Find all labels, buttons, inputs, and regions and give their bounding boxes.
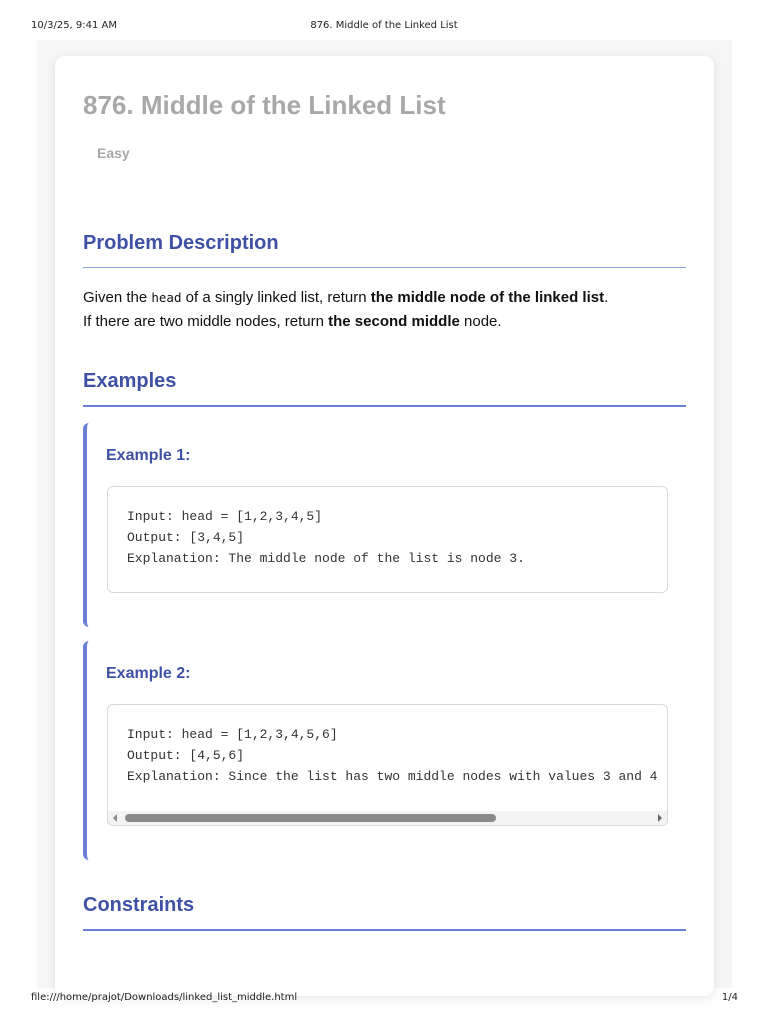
section-title-examples: Examples (83, 370, 686, 407)
scroll-thumb[interactable] (125, 814, 496, 822)
code-block (107, 486, 668, 593)
example-block-1 (83, 423, 671, 627)
scroll-left-arrow-icon[interactable] (113, 814, 117, 822)
example-title: Example 2: (106, 665, 191, 682)
inline-code-head: head (151, 290, 182, 305)
description-line-1 (83, 286, 686, 310)
code-line-output: Output: [3,4,5] (127, 530, 245, 545)
code-line-explanation: Explanation: Since the list has two middle nodes with values 3 and 4 (127, 769, 658, 784)
print-page-number: 1/4 (721, 992, 738, 1003)
desc-text: node. (459, 313, 502, 330)
section-title-constraints: Constraints (83, 894, 686, 931)
scroll-right-arrow-icon[interactable] (658, 814, 662, 822)
example-block-2 (83, 641, 671, 860)
example-title: Example 1: (106, 447, 191, 464)
code-line-input: Input: head = [1,2,3,4,5] (127, 509, 323, 524)
code-block[interactable] (107, 704, 668, 826)
code-line-output: Output: [4,5,6] (127, 748, 245, 763)
code-line-explanation: Explanation: The middle node of the list is node 3. (127, 551, 525, 566)
desc-text: . (604, 289, 609, 306)
print-header (0, 0, 768, 40)
description-line-2 (83, 310, 686, 334)
desc-bold: the middle node of the linked list (370, 289, 605, 306)
print-title: 876. Middle of the Linked List (310, 20, 458, 31)
print-footer (0, 990, 768, 1010)
section-title-description: Problem Description (83, 232, 686, 268)
horizontal-scrollbar[interactable] (108, 811, 667, 825)
problem-description (83, 286, 686, 334)
code-line-input: Input: head = [1,2,3,4,5,6] (127, 727, 338, 742)
problem-card (55, 56, 714, 996)
desc-text: of a singly linked list, return (181, 289, 371, 306)
desc-text: If there are two middle nodes, return (83, 313, 329, 330)
desc-bold: the second middle (328, 313, 460, 330)
desc-text: Given the (83, 289, 152, 306)
problem-title: 876. Middle of the Linked List (83, 90, 446, 120)
print-date: 10/3/25, 9:41 AM (31, 20, 118, 31)
difficulty-badge: Easy (97, 145, 130, 161)
print-url: file:///home/prajot/Downloads/linked_list_middle.html (31, 992, 298, 1003)
